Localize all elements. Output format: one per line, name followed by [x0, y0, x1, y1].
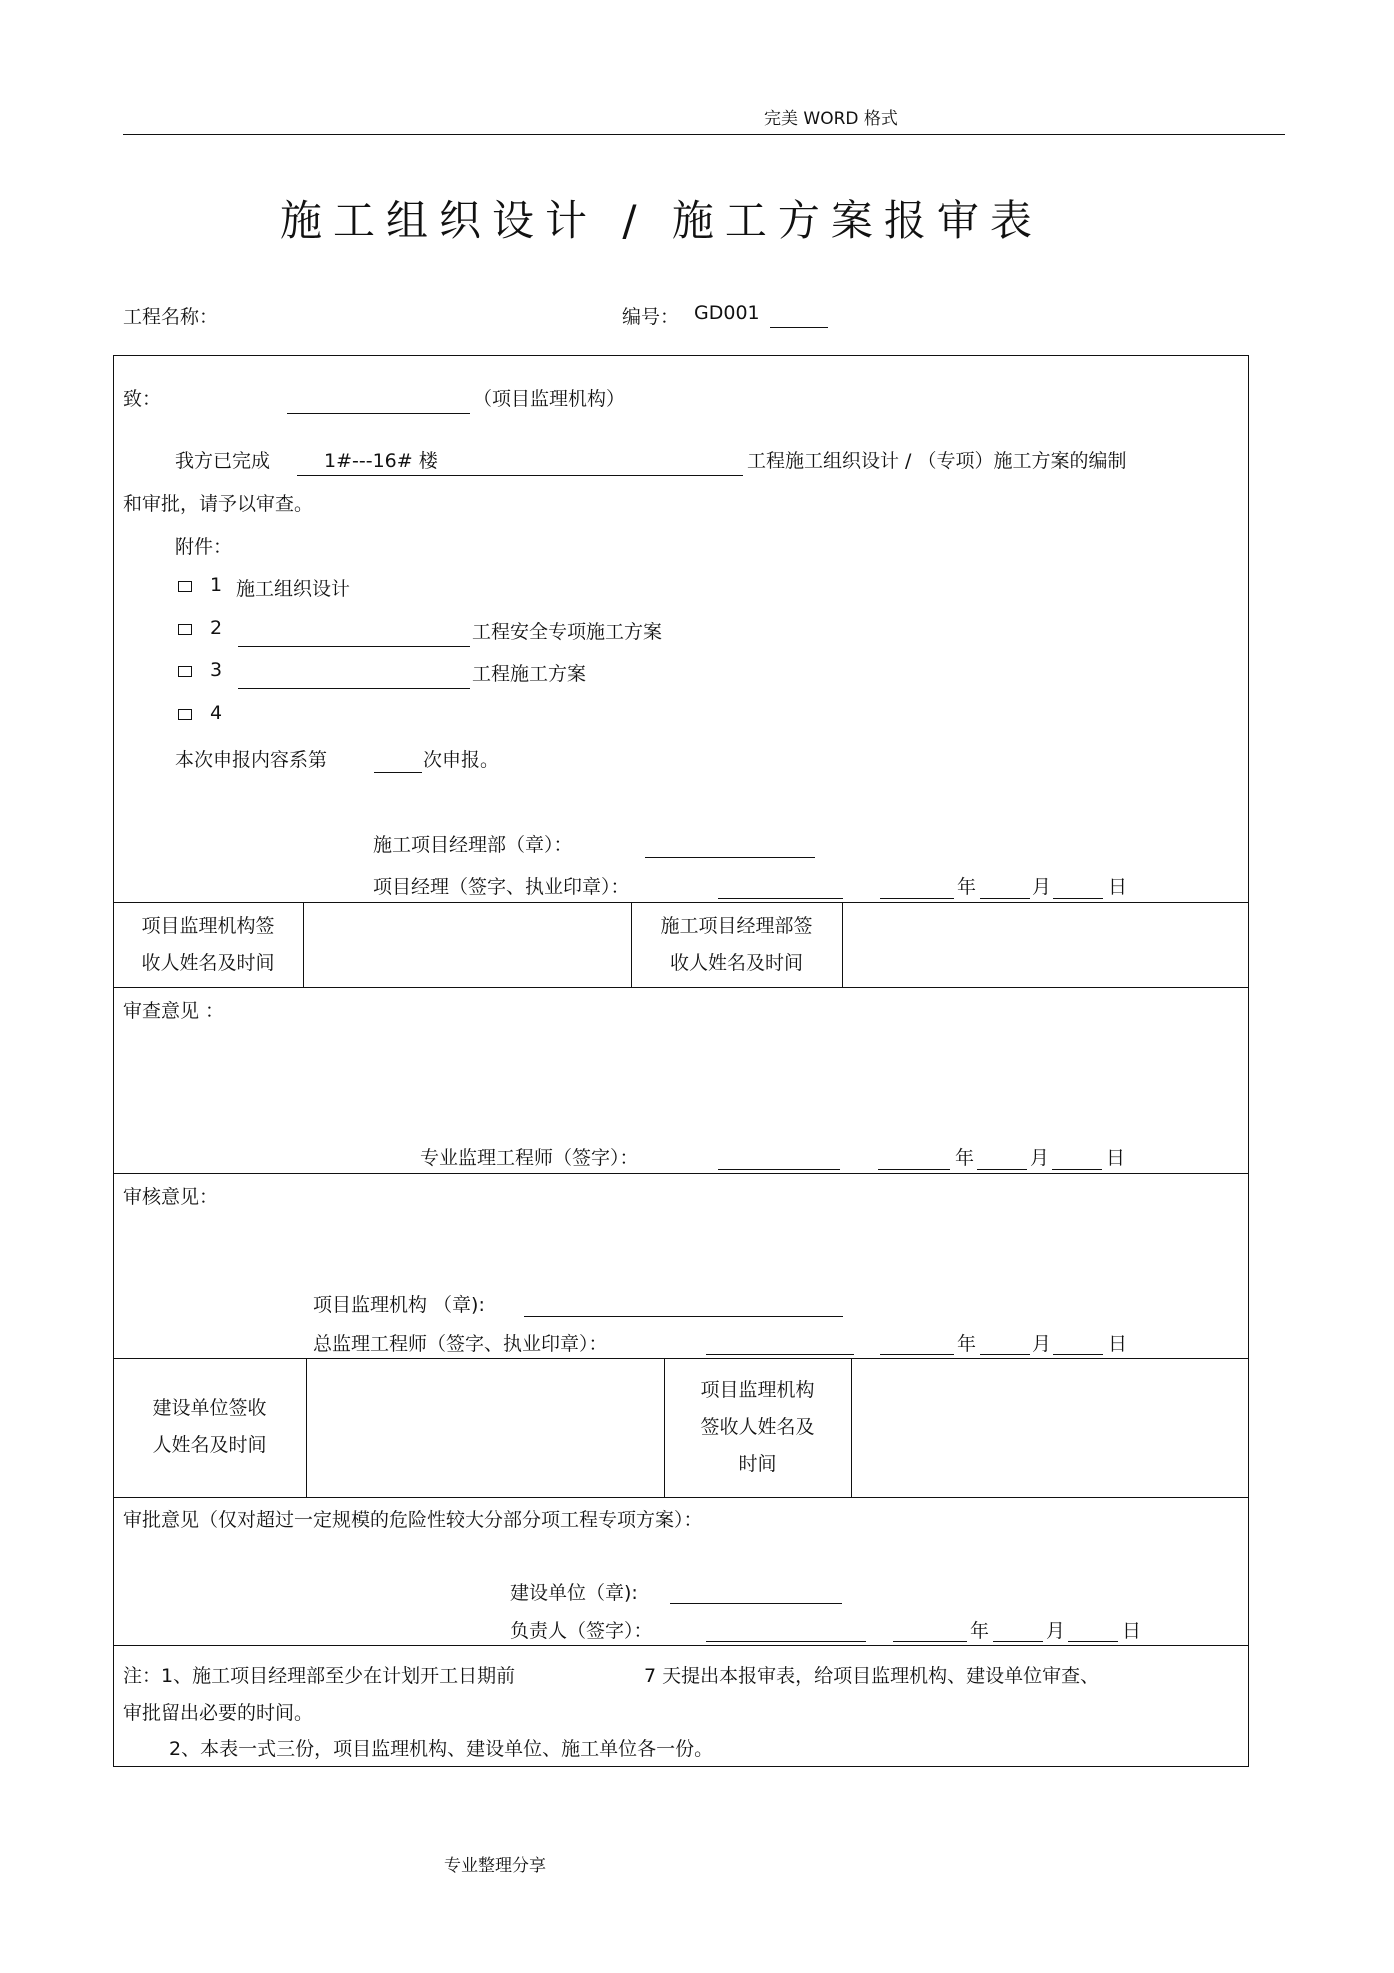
attachments-label: 附件：: [175, 536, 233, 558]
form-frame: [113, 355, 1249, 1767]
page-title: 施工组织设计 / 施工方案报审表: [280, 196, 1043, 245]
receipt1-right-label-line1: 施工项目经理部签: [660, 915, 813, 937]
audit-date-day: 日: [1108, 1333, 1128, 1355]
review-date-day: 日: [1106, 1147, 1126, 1169]
attachment-1-num: 1: [210, 574, 223, 596]
code-label: 编号：: [622, 306, 680, 328]
date-month-underline[interactable]: [980, 898, 1030, 899]
building-value: 1#---16# 楼: [324, 450, 438, 472]
receipt1-left-label: [115, 908, 301, 982]
contractor-manager-underline[interactable]: [718, 898, 843, 899]
approval-date-year-underline[interactable]: [893, 1641, 967, 1642]
attachment-1-text: 施工组织设计: [236, 578, 351, 600]
receipt1-left-label-line1: 项目监理机构签: [141, 915, 275, 937]
review-date-month-underline[interactable]: [977, 1169, 1027, 1170]
code-value: GD001: [694, 302, 760, 324]
review-engineer-underline[interactable]: [718, 1169, 840, 1170]
header-text: 完美 WORD 格式: [764, 109, 898, 129]
receipt2-left-label: [115, 1390, 304, 1464]
approval-person-label: 负责人（签字）：: [510, 1620, 653, 1642]
receipt1-right-label-line2: 收人姓名及时间: [669, 952, 803, 974]
divider: [113, 1173, 1248, 1174]
body-line2: 和审批，请予以审查。: [123, 493, 314, 515]
receipt2-right-label-line1: 项目监理机构: [700, 1379, 815, 1401]
approval-date-month: 月: [1046, 1620, 1066, 1642]
divider: [113, 1358, 1248, 1359]
checkbox-attachment-4[interactable]: [178, 709, 192, 720]
to-label: 致：: [123, 388, 162, 410]
approval-unit-label: 建设单位（章):: [510, 1582, 638, 1604]
divider: [113, 902, 1248, 903]
audit-date-year-underline[interactable]: [880, 1354, 954, 1355]
approval-date-day-underline[interactable]: [1068, 1641, 1118, 1642]
header-rule: [123, 134, 1285, 135]
approval-date-year: 年: [970, 1620, 990, 1642]
times-prefix: 本次申报内容系第: [175, 749, 328, 771]
divider: [113, 1645, 1248, 1646]
audit-chief-underline[interactable]: [706, 1354, 854, 1355]
note1-part-a: 注：1、施工项目经理部至少在计划开工日期前: [123, 1665, 516, 1687]
audit-org-underline[interactable]: [524, 1316, 843, 1317]
footer-text: 专业整理分享: [444, 1856, 546, 1876]
project-name-label: 工程名称：: [123, 306, 219, 328]
review-label: 审查意见 ：: [123, 1000, 225, 1022]
date-day-underline[interactable]: [1053, 898, 1103, 899]
audit-date-month-underline[interactable]: [980, 1354, 1030, 1355]
attachment-2-underline[interactable]: [238, 646, 470, 647]
audit-date-month: 月: [1032, 1333, 1052, 1355]
audit-org-label: 项目监理机构 （章):: [313, 1294, 485, 1316]
divider: [306, 1358, 307, 1497]
date-year-label: 年: [957, 876, 977, 898]
receipt2-right-label-line2: 签收人姓名及: [700, 1416, 815, 1438]
attachment-3-underline[interactable]: [238, 688, 470, 689]
audit-date-year: 年: [957, 1333, 977, 1355]
attachment-3-num: 3: [210, 659, 223, 681]
divider: [664, 1358, 665, 1497]
audit-chief-label: 总监理工程师（签字、执业印章）：: [313, 1333, 608, 1355]
approval-label: 审批意见（仅对超过一定规模的危险性较大分部分项工程专项方案）：: [123, 1509, 703, 1531]
review-date-year-underline[interactable]: [878, 1169, 950, 1170]
approval-unit-underline[interactable]: [670, 1603, 842, 1604]
to-org-suffix: （项目监理机构）: [473, 388, 626, 410]
note1-part-b: 7 天提出本报审表，给项目监理机构、建设单位审查、: [644, 1665, 1100, 1687]
review-date-year: 年: [955, 1147, 975, 1169]
review-engineer-label: 专业监理工程师（签字）：: [420, 1147, 639, 1169]
attachment-4-num: 4: [210, 702, 223, 724]
checkbox-attachment-1[interactable]: [178, 581, 192, 592]
approval-date-month-underline[interactable]: [993, 1641, 1043, 1642]
attachment-2-num: 2: [210, 617, 223, 639]
to-org-underline[interactable]: [287, 413, 470, 414]
contractor-dept-underline[interactable]: [645, 857, 815, 858]
date-year-underline[interactable]: [880, 898, 954, 899]
times-underline[interactable]: [374, 772, 422, 773]
building-underline[interactable]: [297, 475, 743, 476]
receipt2-left-label-line1: 建设单位签收: [152, 1397, 267, 1419]
attachment-2-text: 工程安全专项施工方案: [472, 621, 663, 643]
divider: [113, 1497, 1248, 1498]
divider: [631, 902, 632, 987]
receipt2-left-label-line2: 人姓名及时间: [152, 1434, 267, 1456]
receipt1-right-label: [633, 908, 840, 982]
divider: [303, 902, 304, 987]
completed-prefix: 我方已完成: [175, 450, 271, 472]
divider: [851, 1358, 852, 1497]
review-date-month: 月: [1030, 1147, 1050, 1169]
audit-date-day-underline[interactable]: [1053, 1354, 1103, 1355]
divider: [842, 902, 843, 987]
receipt2-right-label: [666, 1372, 849, 1483]
attachment-3-text: 工程施工方案: [472, 663, 587, 685]
checkbox-attachment-2[interactable]: [178, 624, 192, 635]
checkbox-attachment-3[interactable]: [178, 666, 192, 677]
approval-date-day: 日: [1122, 1620, 1142, 1642]
contractor-manager-label: 项目经理（签字、执业印章）：: [373, 876, 630, 898]
note2: 2、本表一式三份，项目监理机构、建设单位、施工单位各一份。: [169, 1738, 714, 1760]
completed-suffix: 工程施工组织设计 / （专项）施工方案的编制: [747, 450, 1127, 472]
approval-person-underline[interactable]: [706, 1641, 866, 1642]
code-underline: [770, 327, 828, 328]
receipt1-left-label-line2: 收人姓名及时间: [141, 952, 275, 974]
audit-label: 审核意见：: [123, 1186, 219, 1208]
date-month-label: 月: [1032, 876, 1052, 898]
note1-part-c: 审批留出必要的时间。: [123, 1702, 314, 1724]
divider: [113, 987, 1248, 988]
contractor-dept-label: 施工项目经理部（章）：: [373, 834, 573, 856]
times-suffix: 次申报。: [423, 749, 500, 771]
date-day-label: 日: [1108, 876, 1128, 898]
review-date-day-underline[interactable]: [1052, 1169, 1102, 1170]
receipt2-right-label-line3: 时间: [738, 1453, 777, 1475]
